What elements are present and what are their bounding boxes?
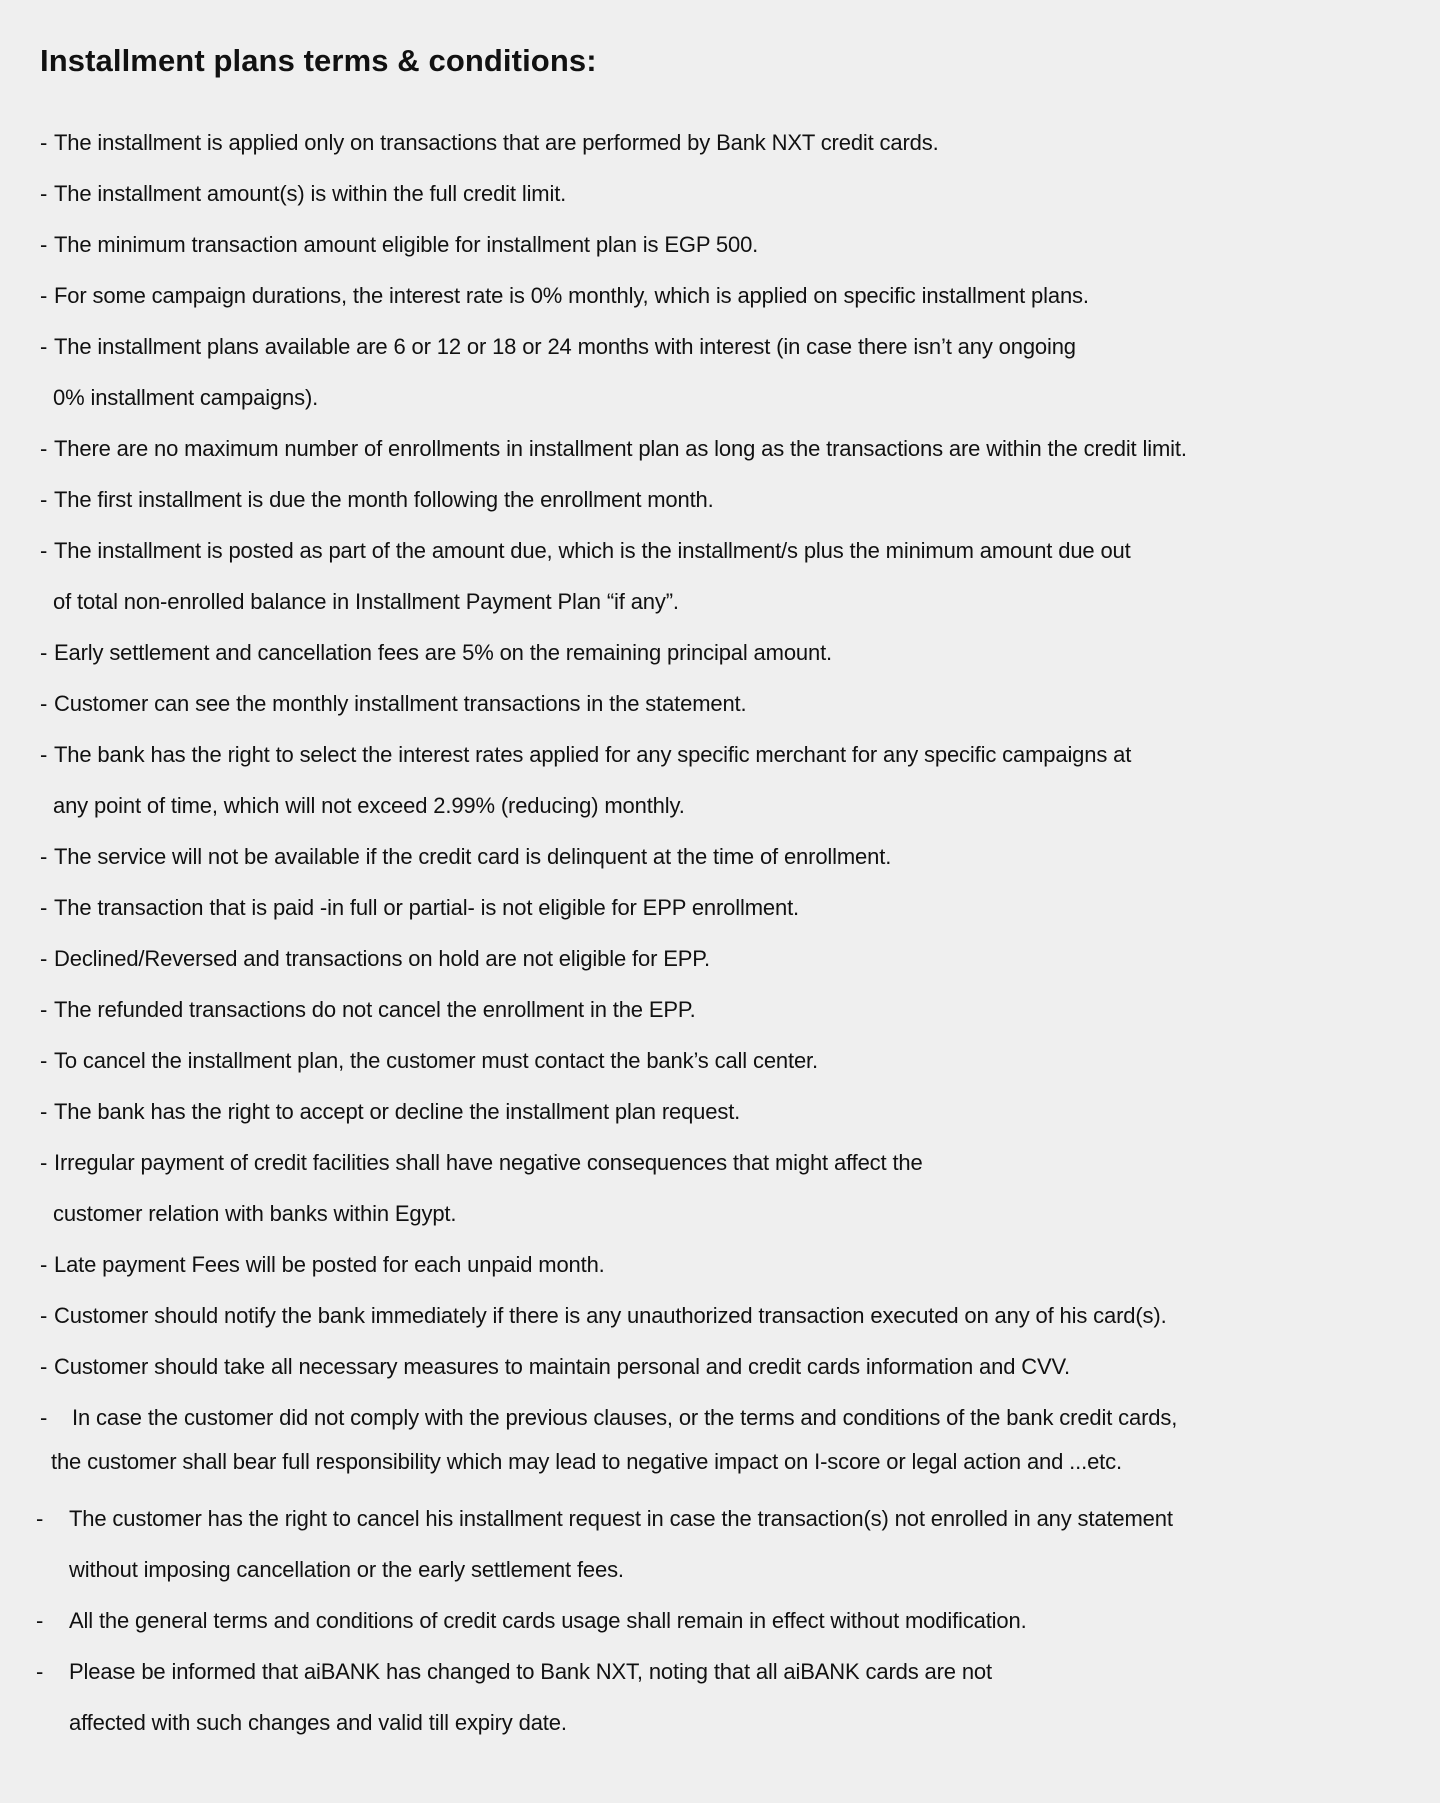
term-text: The transaction that is paid -in full or partial- is not eligible for EPP enrollment.: [54, 895, 799, 920]
term-text: For some campaign durations, the interest rate is 0% monthly, which is applied on specific installment plans.: [54, 283, 1089, 308]
term-text: The refunded transactions do not cancel the enrollment in the EPP.: [54, 997, 696, 1022]
bullet-dash: -: [40, 742, 48, 767]
bullet-dash: -: [40, 895, 48, 920]
term-text: The first installment is due the month following the enrollment month.: [54, 487, 714, 512]
term-text: All the general terms and conditions of credit cards usage shall remain in effect without modification.: [69, 1608, 1027, 1633]
bullet-dash: -: [40, 1099, 48, 1124]
term-text: Early settlement and cancellation fees are 5% on the remaining principal amount.: [54, 640, 833, 665]
term-text: Late payment Fees will be posted for each unpaid month.: [54, 1252, 605, 1277]
bullet-dash: -: [40, 334, 48, 359]
term-text: The minimum transaction amount eligible for installment plan is EGP 500.: [54, 232, 759, 257]
bullet-dash: -: [40, 1405, 48, 1430]
bullet-dash: -: [40, 1303, 48, 1328]
bullet-dash: -: [40, 130, 48, 155]
bullet-dash: -: [36, 1608, 44, 1633]
term-text: The service will not be available if the credit card is delinquent at the time of enrollment.: [54, 844, 892, 869]
bullet-dash: -: [36, 1506, 44, 1531]
term-text-continuation: any point of time, which will not exceed 2.99% (reducing) monthly.: [53, 793, 685, 818]
term-text: Customer should take all necessary measures to maintain personal and credit cards information and CVV.: [54, 1354, 1070, 1379]
term-text: There are no maximum number of enrollments in installment plan as long as the transactions are within the credit limit.: [54, 436, 1187, 461]
term-text: To cancel the installment plan, the customer must contact the bank’s call center.: [54, 1048, 818, 1073]
bullet-dash: -: [40, 436, 48, 461]
term-text: Irregular payment of credit facilities shall have negative consequences that might affect the: [54, 1150, 923, 1175]
bullet-dash: -: [40, 181, 48, 206]
bullet-dash: -: [40, 640, 48, 665]
term-text-continuation: customer relation with banks within Egypt.: [53, 1201, 457, 1226]
term-text-continuation: the customer shall bear full responsibility which may lead to negative impact on I-score or legal action and ...etc.: [51, 1449, 1122, 1474]
term-text: Please be informed that aiBANK has changed to Bank NXT, noting that all aiBANK cards are not: [69, 1659, 992, 1684]
bullet-dash: -: [40, 1150, 48, 1175]
term-text: The installment is applied only on transactions that are performed by Bank NXT credit cards.: [54, 130, 939, 155]
bullet-dash: -: [40, 1252, 48, 1277]
bullet-dash: -: [40, 232, 48, 257]
term-text: The installment plans available are 6 or 12 or 18 or 24 months with interest (in case there isn’t any ongoing: [54, 334, 1076, 359]
term-text: The installment is posted as part of the amount due, which is the installment/s plus the minimum amount due out: [54, 538, 1131, 563]
term-text: Customer can see the monthly installment transactions in the statement.: [54, 691, 747, 716]
term-text: Customer should notify the bank immediately if there is any unauthorized transaction executed on any of his card(s).: [54, 1303, 1167, 1328]
term-text: The bank has the right to accept or decline the installment plan request.: [54, 1099, 741, 1124]
bullet-dash: -: [40, 538, 48, 563]
bullet-dash: -: [40, 946, 48, 971]
term-text: Declined/Reversed and transactions on hold are not eligible for EPP.: [54, 946, 710, 971]
term-text: The customer has the right to cancel his installment request in case the transaction(s) not enrolled in any statement: [69, 1506, 1173, 1531]
bullet-dash: -: [40, 997, 48, 1022]
term-text-continuation: without imposing cancellation or the early settlement fees.: [69, 1557, 624, 1582]
term-text-continuation: of total non-enrolled balance in Installment Payment Plan “if any”.: [53, 589, 679, 614]
bullet-dash: -: [40, 283, 48, 308]
bullet-dash: -: [40, 1048, 48, 1073]
bullet-dash: -: [40, 844, 48, 869]
page-title: Installment plans terms & conditions:: [40, 43, 597, 78]
bullet-dash: -: [40, 691, 48, 716]
bullet-dash: -: [40, 487, 48, 512]
term-text: In case the customer did not comply with the previous clauses, or the terms and conditions of the bank credit cards,: [72, 1405, 1178, 1430]
bullet-dash: -: [40, 1354, 48, 1379]
term-text-continuation: affected with such changes and valid till expiry date.: [69, 1710, 567, 1735]
term-text-continuation: 0% installment campaigns).: [53, 385, 319, 410]
bullet-dash: -: [36, 1659, 44, 1684]
term-text: The bank has the right to select the interest rates applied for any specific merchant for any specific campaigns at: [54, 742, 1132, 767]
term-text: The installment amount(s) is within the full credit limit.: [54, 181, 567, 206]
